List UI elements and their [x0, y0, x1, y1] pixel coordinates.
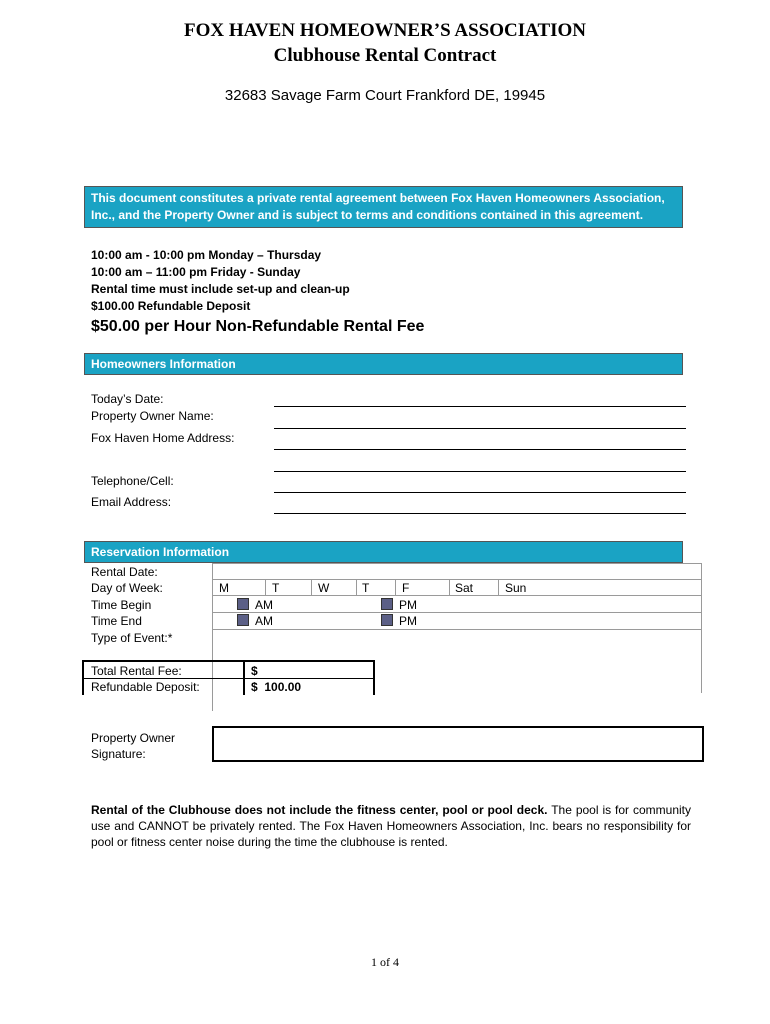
deposit-value: $ 100.00 — [251, 680, 302, 694]
day-option-sunday[interactable]: Sun — [505, 581, 527, 595]
time-begin-pm-label: PM — [399, 598, 417, 612]
email-label: Email Address: — [91, 495, 172, 509]
time-begin-pm-checkbox[interactable] — [381, 598, 393, 610]
deposit-label: Refundable Deposit: — [91, 680, 200, 694]
day-option-thursday[interactable]: T — [362, 581, 370, 595]
terms-deposit: $100.00 Refundable Deposit — [91, 299, 251, 313]
page-number: 1 of 4 — [371, 955, 399, 969]
rental-date-field[interactable] — [213, 564, 701, 579]
document-title: FOX HAVEN HOMEOWNER’S ASSOCIATION — [183, 20, 587, 41]
pool-notice-text: The pool is for community use and CANNOT be privately rented. The Fox Haven Homeowners Association, Inc. bears no responsibility for pool or fitness center noise during the time the clubhouse is rented. — [91, 803, 691, 849]
time-end-label: Time End — [91, 614, 142, 628]
day-option-saturday[interactable]: Sat — [455, 581, 474, 595]
terms-weekend-hours: 10:00 am – 11:00 pm Friday - Sunday — [91, 265, 301, 279]
clubhouse-address: 32683 Savage Farm Court Frankford DE, 19945 — [224, 87, 546, 104]
home-address-field[interactable] — [274, 449, 686, 450]
telephone-label: Telephone/Cell: — [91, 474, 174, 488]
time-end-pm-label: PM — [399, 614, 417, 628]
day-option-tuesday[interactable]: T — [272, 581, 280, 595]
day-option-wednesday[interactable]: W — [318, 581, 330, 595]
time-end-am-checkbox[interactable] — [237, 614, 249, 626]
day-option-monday[interactable]: M — [219, 581, 229, 595]
intro-line-2: Inc., and the Property Owner and is subject to terms and conditions contained in this agreement. — [91, 208, 644, 222]
grid-line — [498, 579, 499, 595]
total-fee-value[interactable]: $ — [251, 664, 258, 678]
rental-terms — [91, 247, 350, 315]
document-subtitle: Clubhouse Rental Contract — [273, 45, 497, 66]
reservation-section-header: Reservation Information — [84, 541, 683, 563]
grid-line — [701, 563, 702, 693]
hourly-fee: $50.00 per Hour Non-Refundable Rental Fee — [91, 318, 425, 335]
grid-line — [265, 579, 266, 595]
grid-line — [212, 612, 702, 613]
terms-setup-note: Rental time must include set-up and clean-up — [91, 282, 350, 296]
time-begin-am-checkbox[interactable] — [237, 598, 249, 610]
grid-line — [449, 579, 450, 595]
signature-label-line-1: Property Owner — [91, 731, 176, 745]
owner-name-label: Property Owner Name: — [91, 409, 214, 423]
time-end-pm-checkbox[interactable] — [381, 614, 393, 626]
telephone-field[interactable] — [274, 492, 686, 493]
agreement-intro-banner — [84, 186, 683, 228]
rental-date-label: Rental Date: — [91, 565, 158, 579]
homeowners-section-header: Homeowners Information — [84, 353, 683, 375]
fees-column-divider — [243, 660, 245, 695]
day-of-week-label: Day of Week: — [91, 581, 163, 595]
terms-weekday-hours: 10:00 am - 10:00 pm Monday – Thursday — [91, 248, 322, 262]
time-begin-am-label: AM — [255, 598, 273, 612]
grid-line — [212, 579, 702, 580]
time-begin-label: Time Begin — [91, 598, 152, 612]
todays-date-field[interactable] — [274, 406, 686, 407]
day-option-friday[interactable]: F — [402, 581, 410, 595]
signature-field[interactable] — [212, 726, 704, 762]
grid-line — [311, 579, 312, 595]
home-address-field-line-2[interactable] — [274, 471, 686, 472]
signature-label-line-2: Signature: — [91, 747, 146, 761]
pool-notice — [91, 802, 691, 850]
pool-notice-bold: Rental of the Clubhouse does not include the fitness center, pool or pool deck. — [91, 803, 548, 817]
home-address-label: Fox Haven Home Address: — [91, 431, 235, 445]
owner-name-field[interactable] — [274, 428, 686, 429]
time-end-am-label: AM — [255, 614, 273, 628]
todays-date-label: Today’s Date: — [91, 392, 164, 406]
grid-line — [356, 579, 357, 595]
grid-line — [395, 579, 396, 595]
total-fee-label: Total Rental Fee: — [91, 664, 182, 678]
fees-divider — [82, 678, 375, 679]
grid-line — [212, 595, 702, 596]
event-type-label: Type of Event:* — [91, 631, 173, 645]
event-type-field[interactable] — [213, 630, 701, 646]
intro-line-1: This document constitutes a private rental agreement between Fox Haven Homeowners Association, — [91, 191, 665, 205]
email-field[interactable] — [274, 513, 686, 514]
